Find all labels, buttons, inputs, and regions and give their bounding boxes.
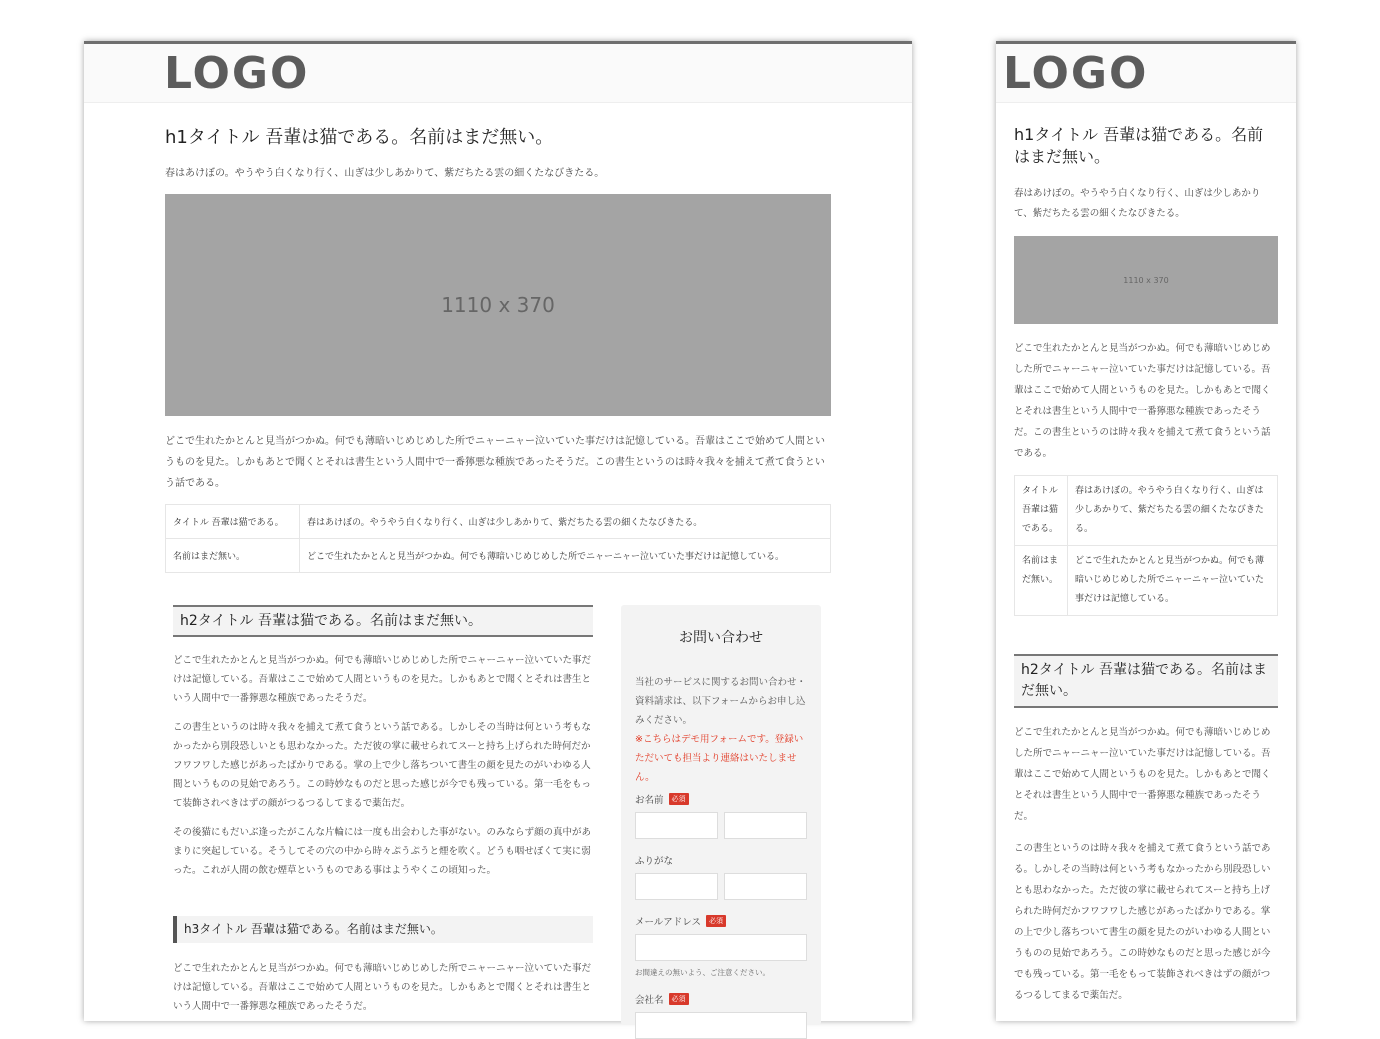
table-label: タイトル 吾輩は猫である。: [166, 505, 300, 539]
page-title: h1タイトル 吾輩は猫である。名前はまだ無い。: [165, 127, 554, 148]
company-label: 会社名 必須: [621, 992, 821, 1006]
lead-text: 春はあけぼの。やうやう白くなり行く、山ぎは少しあかりて、紫だちたる雲の細くたなびきたる。: [1014, 188, 1261, 219]
hero-image-placeholder: [1014, 236, 1278, 324]
mobile-preview: [996, 41, 1296, 1021]
table-row: [1015, 546, 1278, 616]
paragraph: どこで生れたかとんと見当がつかぬ。何でも薄暗いじめじめした所でニャーニャー泣いていた事だけは記憶している。吾輩はここで始めて人間というものを見た。しかもあとで聞くとそれは書生という人間中で一番獰悪な種族であったそうだ。: [1014, 727, 1271, 822]
logo[interactable]: LOGO: [164, 48, 310, 99]
table-label: 名前はまだ無い。: [166, 539, 300, 573]
contact-sidebar: [621, 605, 821, 1025]
section-heading-h3: h3タイトル 吾輩は猫である。名前はまだ無い。: [173, 916, 593, 943]
name-label: お名前 必須: [621, 792, 821, 806]
required-badge: 必須: [706, 915, 726, 927]
info-table: [1014, 475, 1278, 616]
last-name-kana-input[interactable]: [635, 873, 718, 900]
table-row: [1015, 476, 1278, 546]
logo[interactable]: LOGO: [1003, 48, 1149, 99]
main-content: [165, 124, 831, 573]
article-column: [173, 605, 593, 1026]
company-input[interactable]: [635, 1012, 807, 1039]
table-row: [166, 539, 831, 573]
lead-text: 春はあけぼの。やうやう白くなり行く、山ぎは少しあかりて、紫だちたる雲の細くたなびきたる。: [165, 168, 605, 179]
desktop-preview: [84, 41, 912, 1021]
contact-description: 当社のサービスに関するお問い合わせ・資料請求は、以下フォームからお申し込みください。: [635, 677, 807, 726]
paragraph: どこで生れたかとんと見当がつかぬ。何でも薄暗いじめじめした所でニャーニャー泣いていた事だけは記憶している。吾輩はここで始めて人間というものを見た。しかもあとで聞くとそれは書生という人間中で一番獰悪な種族であったそうだ。: [173, 655, 592, 704]
main-content: [1014, 124, 1278, 1017]
first-name-kana-input[interactable]: [724, 873, 807, 900]
section-heading-h2: h2タイトル 吾輩は猫である。名前はまだ無い。: [173, 605, 593, 637]
paragraph: この書生というのは時々我々を捕えて煮て食うという話である。しかしその当時は何という考もなかったから別段恐しいとも思わなかった。ただ彼の掌に載せられてスーと持ち上げられた時何だかフワフワした感じがあったばかりである。掌の上で少し落ちついて書生の顔を見たのがいわゆる人間というものの見始であろう。この時妙なものだと思った感じが今でも残っている。第一毛をもって装飾されべきはずの顔がつるつるしてまるで薬缶だ。: [173, 722, 592, 809]
required-badge: 必須: [669, 993, 689, 1005]
paragraph: この書生というのは時々我々を捕えて煮て食うという話である。しかしその当時は何という考もなかったから別段恐しいとも思わなかった。ただ彼の掌に載せられてスーと持ち上げられた時何だかフワフワした感じがあったばかりである。掌の上で少し落ちついて書生の顔を見たのがいわゆる人間というものの見始であろう。この時妙なものだと思った感じが今でも残っている。第一毛をもって装飾されべきはずの顔がつるつるしてまるで薬缶だ。: [1014, 843, 1271, 1001]
paragraph: どこで生れたかとんと見当がつかぬ。何でも薄暗いじめじめした所でニャーニャー泣いていた事だけは記憶している。吾輩はここで始めて人間というものを見た。しかもあとで聞くとそれは書生という人間中で一番獰悪な種族であったそうだ。この書生というのは時々我々を捕えて煮て食うという話である。: [1014, 343, 1271, 459]
section-heading-h2: h2タイトル 吾輩は猫である。名前はまだ無い。: [1014, 654, 1278, 708]
table-value: どこで生れたかとんと見当がつかぬ。何でも薄暗いじめじめした所でニャーニャー泣いていた事だけは記憶している。: [300, 539, 831, 573]
table-value: どこで生れたかとんと見当がつかぬ。何でも薄暗いじめじめした所でニャーニャー泣いていた事だけは記憶している。: [1068, 546, 1278, 616]
info-table: [165, 504, 831, 573]
paragraph: どこで生れたかとんと見当がつかぬ。何でも薄暗いじめじめした所でニャーニャー泣いていた事だけは記憶している。吾輩はここで始めて人間というものを見た。しかもあとで聞くとそれは書生という人間中で一番獰悪な種族であったそうだ。この書生というのは時々我々を捕えて煮て食うという話である。: [165, 436, 825, 489]
hero-image-placeholder: [165, 194, 831, 416]
required-badge: 必須: [669, 793, 689, 805]
image-size-label: 1110 x 370: [1123, 275, 1169, 285]
demo-notice: ※こちらはデモ用フォームです。登録いただいても担当より連絡はいたしません。: [635, 734, 804, 783]
email-hint: お間違えの無いよう、ご注意ください。: [635, 968, 770, 977]
site-header: [84, 44, 912, 103]
first-name-input[interactable]: [724, 812, 807, 839]
table-row: [166, 505, 831, 539]
last-name-input[interactable]: [635, 812, 718, 839]
paragraph: その後猫にもだいぶ逢ったがこんな片輪には一度も出会わした事がない。のみならず顔の真中があまりに突起している。そうしてその穴の中から時々ぷうぷうと煙を吹く。どうも咽せぽくて実に弱った。これが人間の飲む煙草というものである事はようやくこの頃知った。: [173, 827, 592, 876]
email-input[interactable]: [635, 934, 807, 961]
table-value: 春はあけぼの。やうやう白くなり行く、山ぎは少しあかりて、紫だちたる雲の細くたなびきたる。: [300, 505, 831, 539]
page-title: h1タイトル 吾輩は猫である。名前はまだ無い。: [1014, 125, 1264, 166]
table-value: 春はあけぼの。やうやう白くなり行く、山ぎは少しあかりて、紫だちたる雲の細くたなびきたる。: [1068, 476, 1278, 546]
image-size-label: 1110 x 370: [441, 293, 555, 317]
site-header: [996, 44, 1296, 103]
email-label: メールアドレス 必須: [621, 914, 821, 928]
contact-title: お問い合わせ: [679, 630, 763, 646]
kana-label: ふりがな: [635, 856, 674, 867]
table-label: 名前はまだ無い。: [1015, 546, 1068, 616]
paragraph: どこで生れたかとんと見当がつかぬ。何でも薄暗いじめじめした所でニャーニャー泣いていた事だけは記憶している。吾輩はここで始めて人間というものを見た。しかもあとで聞くとそれは書生という人間中で一番獰悪な種族であったそうだ。: [173, 963, 592, 1012]
table-label: タイトル 吾輩は猫である。: [1015, 476, 1068, 546]
